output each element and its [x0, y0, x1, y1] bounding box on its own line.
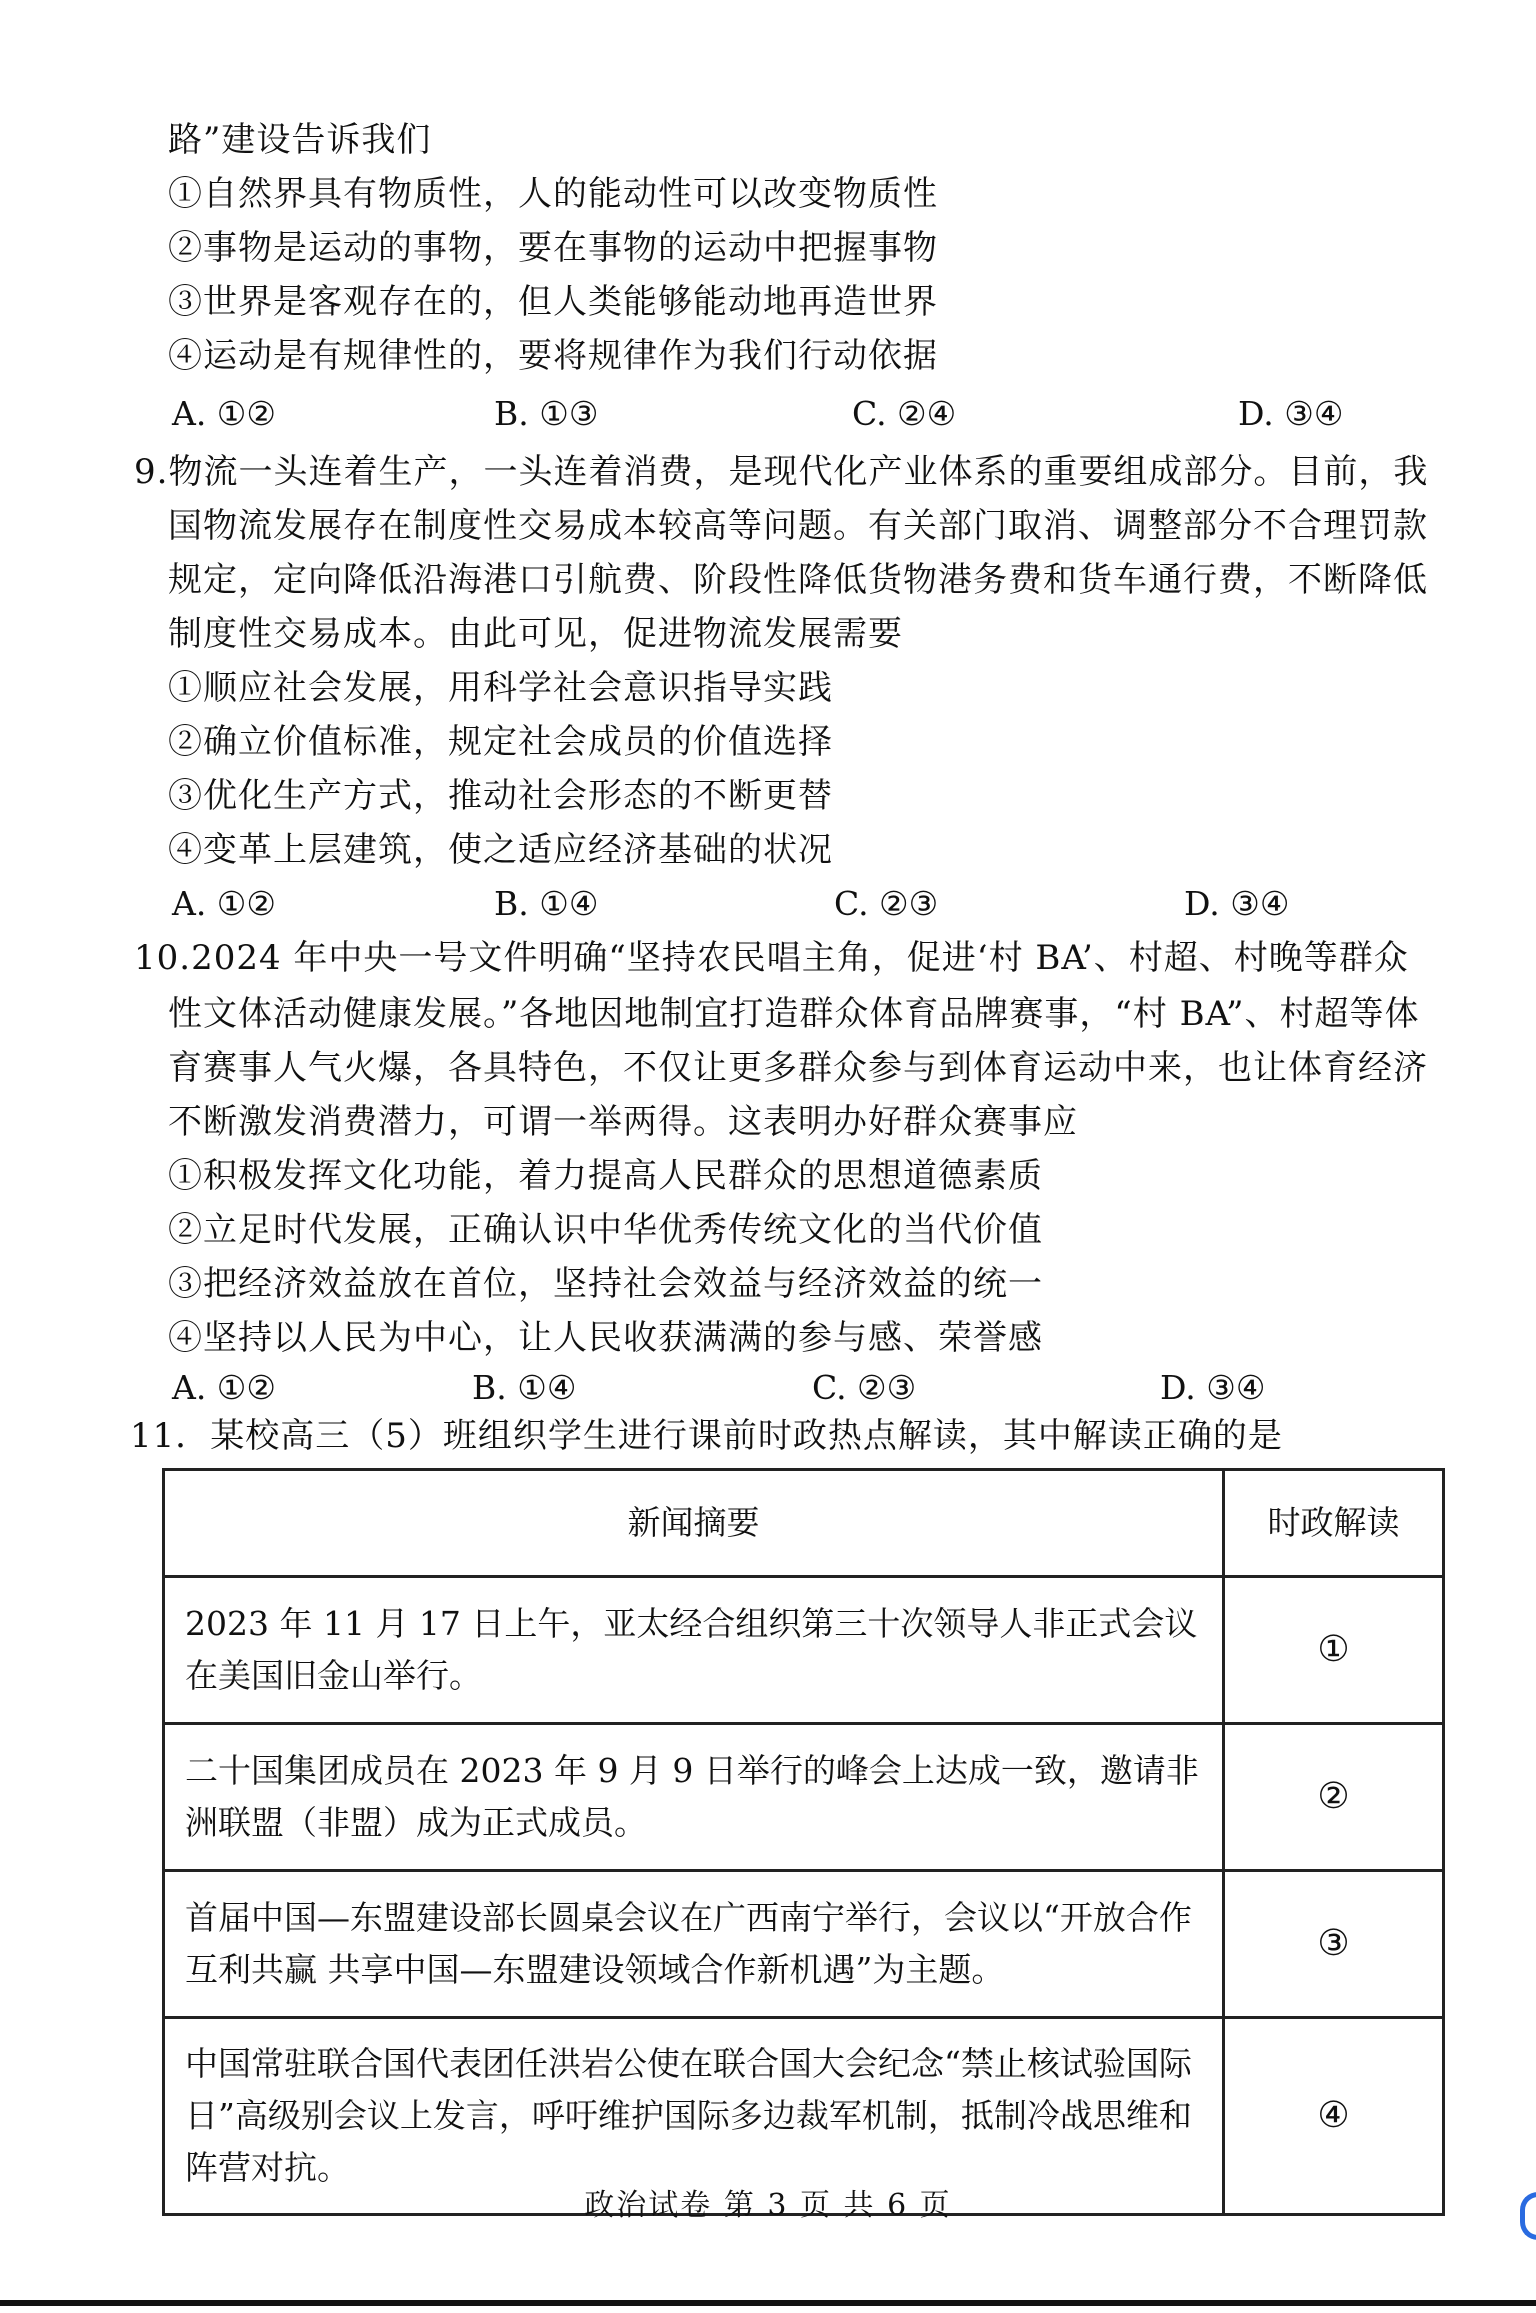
q10-option-c: C. ②③ [812, 1368, 917, 1407]
table-row [164, 1871, 1444, 2018]
q10-item-1: ①积极发挥文化功能，着力提高人民群众的思想道德素质 [168, 1156, 1043, 1196]
q8-item-1: ①自然界具有物质性，人的能动性可以改变物质性 [168, 174, 938, 214]
q10-option-a: A. ①② [172, 1368, 276, 1407]
news-table-header [164, 1470, 1444, 1577]
header-news-summary: 新闻摘要 [164, 1470, 1224, 1577]
q9-stem-line-3: 规定，定向降低沿海港口引航费、阶段性降低货物港务费和货车通行费，不断降低 [168, 560, 1428, 600]
q9-option-a: A. ①② [172, 884, 276, 923]
q9-item-2: ②确立价值标准，规定社会成员的价值选择 [168, 722, 833, 762]
interpretation-number: ④ [1224, 2018, 1444, 2215]
q8-item-4: ④运动是有规律性的，要将规律作为我们行动依据 [168, 336, 938, 376]
q10-item-4: ④坚持以人民为中心，让人民收获满满的参与感、荣誉感 [168, 1318, 1043, 1358]
table-row [164, 1724, 1444, 1871]
q8-option-d: D. ③④ [1238, 394, 1344, 433]
page-footer: 政治试卷 第 3 页 共 6 页 [584, 2188, 952, 2223]
news-text: 二十国集团成员在 2023 年 9 月 9 日举行的峰会上达成一致，邀请非洲联盟（非盟）成为正式成员。 [164, 1724, 1224, 1871]
header-interpretation: 时政解读 [1224, 1470, 1444, 1577]
q9-stem-line-4: 制度性交易成本。由此可见，促进物流发展需要 [168, 614, 903, 654]
news-text: 首届中国—东盟建设部长圆桌会议在广西南宁举行，会议以“开放合作 互利共赢 共享中国—东盟建设领域合作新机遇”为主题。 [164, 1871, 1224, 2018]
scroll-indicator-icon[interactable] [1520, 2192, 1536, 2240]
q9-option-c: C. ②③ [834, 884, 939, 923]
q8-item-3: ③世界是客观存在的，但人类能够能动地再造世界 [168, 282, 938, 322]
news-text: 2023 年 11 月 17 日上午，亚太经合组织第三十次领导人非正式会议在美国旧金山举行。 [164, 1577, 1224, 1724]
news-text: 中国常驻联合国代表团任洪岩公使在联合国大会纪念“禁止核试验国际日”高级别会议上发言，呼吁维护国际多边裁军机制，抵制冷战思维和阵营对抗。 [164, 2018, 1224, 2215]
q10-item-3: ③把经济效益放在首位，坚持社会效益与经济效益的统一 [168, 1264, 1043, 1304]
q9-stem-line-2: 国物流发展存在制度性交易成本较高等问题。有关部门取消、调整部分不合理罚款 [168, 506, 1428, 546]
q9-option-b: B. ①④ [494, 884, 599, 923]
q10-stem-line-3: 育赛事人气火爆，各具特色，不仅让更多群众参与到体育运动中来，也让体育经济 [168, 1048, 1428, 1088]
q11-stem: 11．某校高三（5）班组织学生进行课前时政热点解读，其中解读正确的是 [130, 1416, 1283, 1456]
q10-stem-line-2: 性文体活动健康发展。”各地因地制宜打造群众体育品牌赛事，“村 BA”、村超等体 [168, 994, 1420, 1034]
table-row [164, 1577, 1444, 1724]
interpretation-number: ③ [1224, 1871, 1444, 2018]
q8-option-a: A. ①② [172, 394, 276, 433]
interpretation-number: ② [1224, 1724, 1444, 1871]
q8-stem-tail: 路”建设告诉我们 [168, 120, 432, 160]
q8-option-b: B. ①③ [494, 394, 599, 433]
q9-item-1: ①顺应社会发展，用科学社会意识指导实践 [168, 668, 833, 708]
q10-stem-line-4: 不断激发消费潜力，可谓一举两得。这表明办好群众赛事应 [168, 1102, 1078, 1142]
q8-option-c: C. ②④ [852, 394, 957, 433]
q10-option-b: B. ①④ [472, 1368, 577, 1407]
q8-item-2: ②事物是运动的事物，要在事物的运动中把握事物 [168, 228, 938, 268]
q9-option-d: D. ③④ [1184, 884, 1290, 923]
q10-stem-line-1: 10.2024 年中央一号文件明确“坚持农民唱主角，促进‘村 BA’、村超、村晚等群众 [134, 938, 1409, 978]
q10-option-d: D. ③④ [1160, 1368, 1266, 1407]
bottom-divider [0, 2300, 1536, 2306]
q10-item-2: ②立足时代发展，正确认识中华优秀传统文化的当代价值 [168, 1210, 1043, 1250]
q9-stem-line-1: 9.物流一头连着生产，一头连着消费，是现代化产业体系的重要组成部分。目前，我 [134, 452, 1429, 492]
q9-item-4: ④变革上层建筑，使之适应经济基础的状况 [168, 830, 833, 870]
news-table [162, 1468, 1445, 2216]
q9-item-3: ③优化生产方式，推动社会形态的不断更替 [168, 776, 833, 816]
interpretation-number: ① [1224, 1577, 1444, 1724]
